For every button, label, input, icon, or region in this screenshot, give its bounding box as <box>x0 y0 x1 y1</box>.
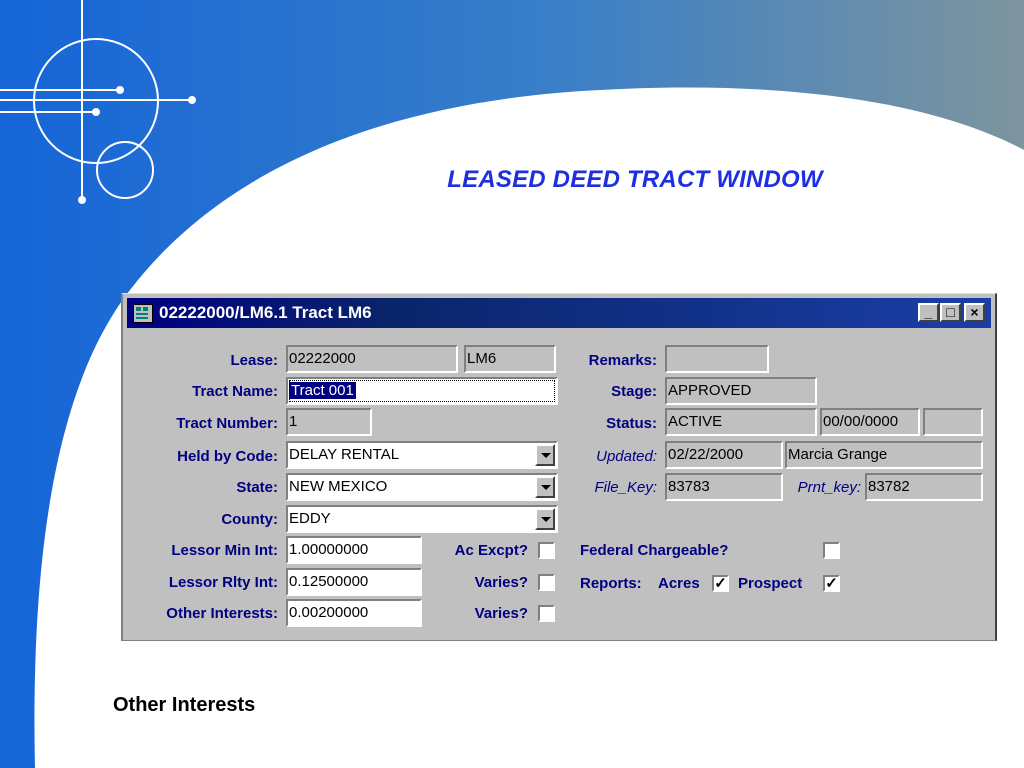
close-button[interactable] <box>964 303 985 322</box>
lessor-min-int-field[interactable]: 1.00000000 <box>286 536 422 564</box>
county-label: County: <box>221 511 278 528</box>
chevron-down-icon[interactable] <box>535 476 555 498</box>
window-title: 02222000/LM6.1 Tract LM6 <box>159 303 372 322</box>
app-icon <box>133 304 153 323</box>
varies-checkbox[interactable] <box>538 574 555 591</box>
minimize-button[interactable] <box>918 303 939 322</box>
tract-name-field[interactable] <box>286 377 558 405</box>
remarks-label: Remarks: <box>588 352 657 369</box>
other-interests-field[interactable]: 0.00200000 <box>286 599 422 627</box>
remarks-field[interactable] <box>665 345 769 373</box>
prnt-key-label: Prnt_key: <box>797 479 861 496</box>
prospect-checkbox[interactable]: ✓ <box>823 575 840 592</box>
tract-name-value: Tract 001 <box>291 382 354 399</box>
slide-caption: Other Interests <box>113 694 256 716</box>
file-key-label: File_Key: <box>594 479 657 496</box>
acres-checkbox[interactable]: ✓ <box>712 575 729 592</box>
status-field[interactable]: ACTIVE <box>665 408 817 436</box>
county-value: EDDY <box>289 510 331 527</box>
lessor-min-int-label: Lessor Min Int: <box>171 542 278 559</box>
status-extra-field[interactable] <box>923 408 983 436</box>
varies-checkbox[interactable] <box>538 605 555 622</box>
reports-label: Reports: <box>580 575 642 592</box>
maximize-button[interactable] <box>940 303 961 322</box>
minimize-icon: _ <box>924 304 933 320</box>
tract-name-label: Tract Name: <box>192 383 278 400</box>
status-date-field[interactable]: 00/00/0000 <box>820 408 920 436</box>
held-by-code-label: Held by Code: <box>177 448 278 465</box>
federal-chargeable-label: Federal Chargeable? <box>580 542 729 559</box>
stage-label: Stage: <box>611 383 657 400</box>
file-key-field[interactable]: 83783 <box>665 473 783 501</box>
tract-window <box>121 293 997 641</box>
other-interests-label: Other Interests: <box>166 605 278 622</box>
varies-label: Varies? <box>474 605 528 622</box>
varies-label: Varies? <box>474 574 528 591</box>
lessor-rlty-int-field[interactable]: 0.12500000 <box>286 568 422 596</box>
state-value: NEW MEXICO <box>289 478 388 495</box>
updated-label: Updated: <box>596 448 657 465</box>
prospect-label: Prospect <box>738 575 803 592</box>
updated-date-field[interactable]: 02/22/2000 <box>665 441 783 469</box>
state-label: State: <box>236 479 278 496</box>
slide-title: LEASED DEED TRACT WINDOW <box>447 166 823 193</box>
stage-field[interactable]: APPROVED <box>665 377 817 405</box>
state-select[interactable] <box>286 473 558 501</box>
close-icon: × <box>970 304 979 320</box>
ac-excpt-checkbox[interactable] <box>538 542 555 559</box>
lease-code-field[interactable]: LM6 <box>464 345 556 373</box>
prnt-key-field[interactable]: 83782 <box>865 473 983 501</box>
maximize-icon: □ <box>946 304 955 320</box>
tract-number-label: Tract Number: <box>176 415 278 432</box>
lease-label: Lease: <box>230 352 278 369</box>
acres-label: Acres <box>658 575 700 592</box>
chevron-down-icon[interactable] <box>535 444 555 466</box>
tract-number-field[interactable]: 1 <box>286 408 372 436</box>
held-by-code-value: DELAY RENTAL <box>289 446 400 463</box>
county-select[interactable] <box>286 505 558 533</box>
ac-excpt-label: Ac Excpt? <box>454 542 528 559</box>
updated-by-field[interactable]: Marcia Grange <box>785 441 983 469</box>
lease-field[interactable]: 02222000 <box>286 345 458 373</box>
status-label: Status: <box>606 415 657 432</box>
chevron-down-icon[interactable] <box>535 508 555 530</box>
window-titlebar[interactable] <box>127 298 991 328</box>
held-by-code-select[interactable] <box>286 441 558 469</box>
federal-chargeable-checkbox[interactable] <box>823 542 840 559</box>
lessor-rlty-int-label: Lessor Rlty Int: <box>168 574 278 591</box>
